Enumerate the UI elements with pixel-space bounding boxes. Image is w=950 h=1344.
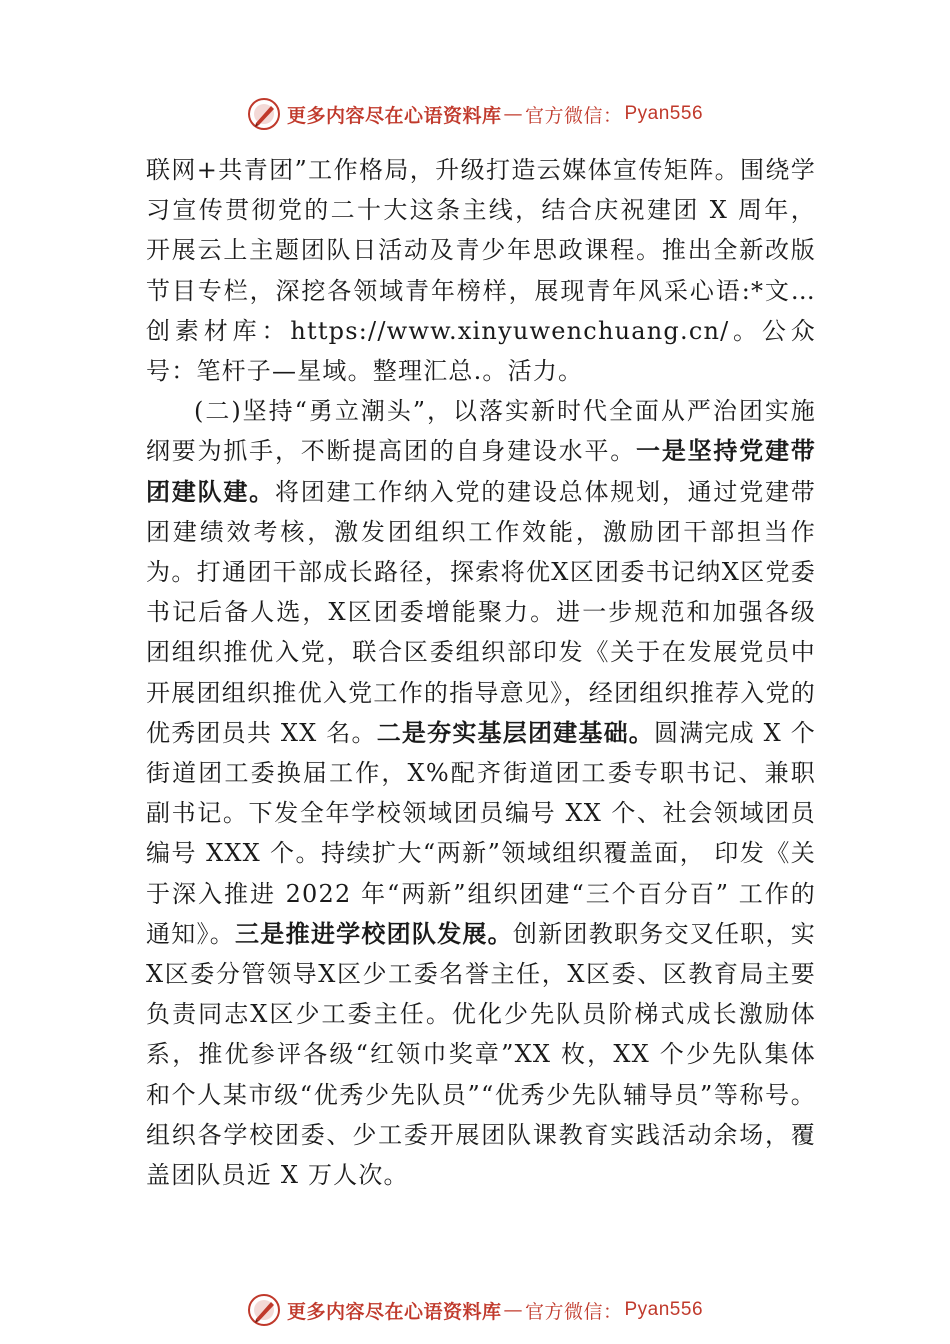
point-three-heading: 三是推进学校团队发展。: [235, 918, 513, 948]
paragraph-2-lead: (二)坚持“勇立潮头”，以落实新时代全面从严治团实施纲要为抓手，不断提高团的自身建设水平。: [146, 397, 816, 466]
point-two-heading: 二是夯实基层团建基础。: [376, 717, 654, 747]
banner-official: 官方微信：: [524, 104, 623, 127]
header-banner: [0, 94, 950, 134]
document-body: [146, 150, 816, 1195]
paragraph-1: 联网+共青团”工作格局，升级打造云媒体宣传矩阵。围绕学习宣传贯彻党的二十大这条主线，结合庆祝建团 X 周年， 开展云上主题团队日活动及青少年思政课程。推出全新改版节目专栏，深挖各领域青年榜样，展现青年风采心语:*文…创素材库：https://www.xinyuwenchuang.cn/。公众号：笔杆子—星域。整理汇总.。活力。: [146, 156, 816, 386]
pen-logo-icon: [247, 97, 281, 131]
footer-brand: 更多内容尽在心语资料库: [286, 1300, 502, 1323]
banner-dash: —: [503, 103, 523, 125]
footer-official: 官方微信：: [524, 1300, 623, 1323]
banner-wechat-id: Pyan556: [624, 103, 704, 124]
point-three-text: 创新团教职务交叉任职，实X区委分管领导X区少工委名誉主任，X区委、区教育局主要负责同志X区少工委主任。优化少先队员阶梯式成长激励体系，推优参评各级“红领巾奖章”XX 枚，XX 个少先队集体和个人某市级“优秀少先队员”“优秀少先队辅导员”等称号。组织各学校团委、少工委开展团队课教育实践活动余场，覆盖团队员近 X 万人次。: [146, 919, 816, 1190]
footer-dash: —: [503, 1299, 523, 1321]
point-one-heading: 一是坚持党建带团建队建。: [146, 436, 816, 506]
paragraph-2: [146, 391, 816, 1195]
pen-logo-icon: [247, 1293, 281, 1327]
point-two-text: 圆满完成 X 个街道团工委换届工作，X%配齐街道团工委专职书记、兼职副书记。下发全年学校领域团员编号 XX 个、社会领域团员编号 XXX 个。持续扩大“两新”领域组织覆盖面， 印发《关于深入推进 2022 年“两新”组织团建“三个百分百” 工作的通知》。: [146, 718, 816, 948]
banner-brand: 更多内容尽在心语资料库: [286, 104, 502, 127]
footer-banner: [0, 1290, 950, 1330]
point-one-text: 将团建工作纳入党的建设总体规划，通过党建带团建绩效考核，激发团组织工作效能，激励团干部担当作为。打通团干部成长路径，探索将优X区团委书记纳X区党委书记后备人选，X区团委增能聚力。进一步规范和加强各级团组织推优入党，联合区委组织部印发《关于在发展党员中开展团组织推优入党工作的指导意见》，经团组织推荐入党的优秀团员共 XX 名。: [146, 477, 817, 747]
footer-wechat-id: Pyan556: [624, 1299, 704, 1320]
